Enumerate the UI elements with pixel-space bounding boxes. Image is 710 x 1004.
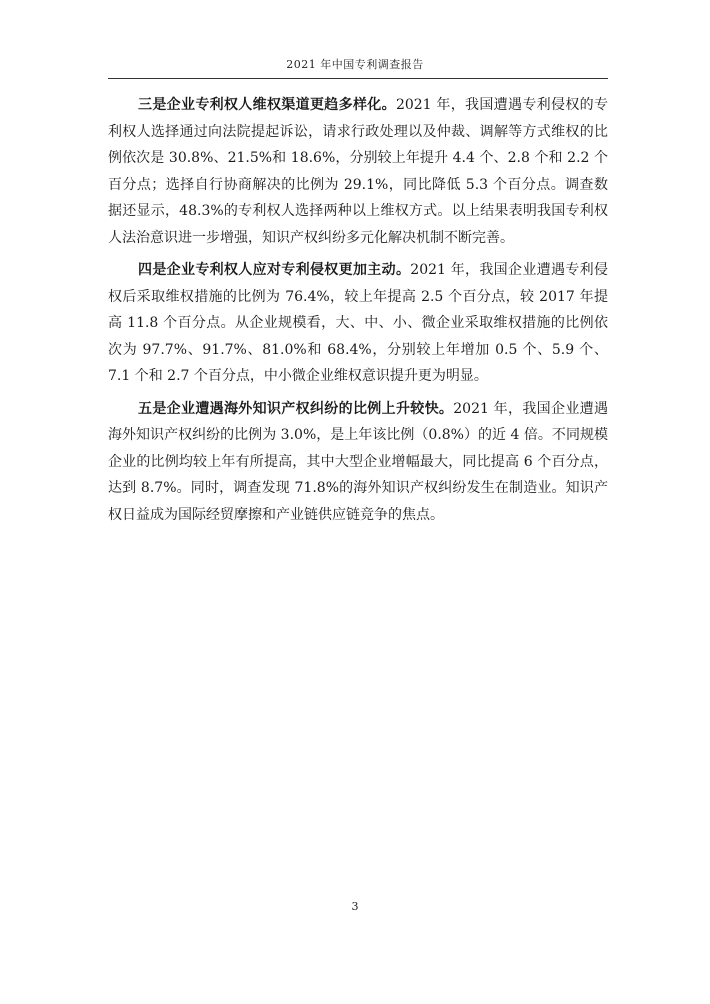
header-rule bbox=[108, 78, 608, 79]
paragraph-proactive-response bbox=[108, 257, 608, 390]
paragraph-lead: 三是企业专利权人维权渠道更趋多样化。 bbox=[138, 97, 396, 113]
page-number: 3 bbox=[351, 900, 359, 913]
document-body bbox=[108, 92, 608, 534]
paragraph-body: 2021 年，我国企业遭遇海外知识产权纠纷的比例为 3.0%，是上年该比例（0.8%）的近 4 倍。不同规模企业的比例均较上年有所提高，其中大型企业增幅最大，同比提高 6 个百分点，达到 8.7%。同时，调查发现 71.8%的海外知识产权纠纷发生在制造业。知识产权日益成为国际经贸摩擦和产业链供应链竞争的焦点。 bbox=[108, 400, 608, 523]
paragraph-body: 2021 年，我国企业遭遇专利侵权后采取维权措施的比例为 76.4%，较上年提高 2.5 个百分点，较 2017 年提高 11.8 个百分点。从企业规模看，大、中、小、微企业采取维权措施的比例依次为 97.7%、91.7%、81.0%和 68.4%，分别较上年增加 0.5 个、5.9 个、7.1 个和 2.7 个百分点，中小微企业维权意识提升更为明显。 bbox=[108, 262, 608, 384]
paragraph-body: 2021 年，我国遭遇专利侵权的专利权人选择通过向法院提起诉讼，请求行政处理以及仲裁、调解等方式维权的比例依次是 30.8%、21.5%和 18.6%，分别较上年提升 4.4 个、2.8 个和 2.2 个百分点；选择自行协商解决的比例为 29.1%，同比降低 5.3 个百分点。调查数据还显示，48.3%的专利权人选择两种以上维权方式。以上结果表明我国专利权人法治意识进一步增强，知识产权纠纷多元化解决机制不断完善。 bbox=[108, 97, 608, 246]
paragraph-enforcement-channels bbox=[108, 92, 608, 251]
paragraph-overseas-disputes bbox=[108, 396, 608, 529]
paragraph-lead: 四是企业专利权人应对专利侵权更加主动。 bbox=[138, 262, 411, 278]
paragraph-lead: 五是企业遭遇海外知识产权纠纷的比例上升较快。 bbox=[138, 400, 454, 417]
running-header: 2021 年中国专利调查报告 bbox=[286, 58, 424, 71]
